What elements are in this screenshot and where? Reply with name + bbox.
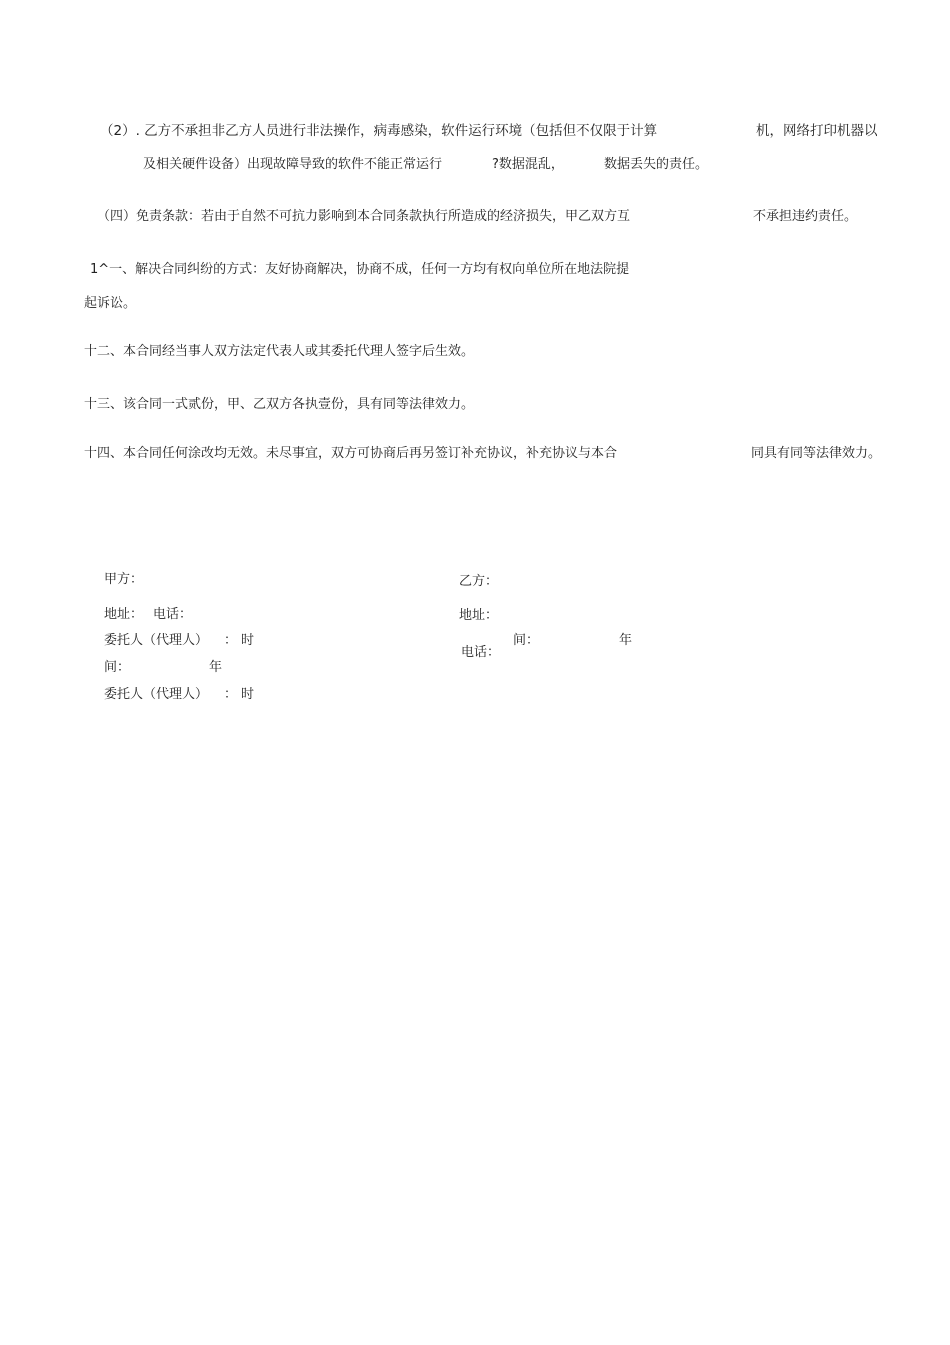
clause-4-tail: 不承担违约责任。 <box>753 209 858 224</box>
party-a-time2-label: 时 <box>241 687 255 702</box>
party-b-label: 乙方： <box>459 574 499 589</box>
party-a-label: 甲方： <box>104 572 144 587</box>
clause-14-text: 十四、本合同任何涂改均无效。未尽事宜，双方可协商后再另签订补充协议，补充协议与本合 <box>84 446 618 461</box>
party-b-jian-label: 间： <box>513 633 540 648</box>
party-a-jian-label: 间： <box>104 660 131 675</box>
clause-2-line1-text: （2）. 乙方不承担非乙方人员进行非法操作，病毒感染，软件运行环境（包括但不仅限于计算 <box>100 123 658 139</box>
clause-2-line1-tail: 机，网络打印机器以 <box>756 123 878 139</box>
party-a-agent2-label: 委托人（代理人） <box>104 687 209 702</box>
clause-12: 十二、本合同经当事人双方法定代表人或其委托代理人签字后生效。 <box>84 344 475 359</box>
clause-2-line2-middle: ?数据混乱， <box>492 157 564 172</box>
party-a-agent-label: 委托人（代理人） <box>104 633 209 648</box>
clause-14-tail: 同具有同等法律效力。 <box>751 446 882 461</box>
clause-4-text: （四）免责条款：若由于自然不可抗力影响到本合同条款执行所造成的经济损失，甲乙双方互 <box>97 209 631 224</box>
party-a-phone-label: 电话： <box>153 607 193 622</box>
party-b-phone-label: 电话： <box>461 645 501 660</box>
clause-2-line2-tail: 数据丢失的责任。 <box>604 157 709 172</box>
clause-2-line2-text: 及相关硬件设备）出现故障导致的软件不能正常运行 <box>143 157 443 172</box>
party-a-address-label: 地址： <box>104 607 144 622</box>
party-b-address-label: 地址： <box>459 608 499 623</box>
party-b-year-label: 年 <box>619 633 633 648</box>
party-a-agent-colon: ： <box>224 633 238 648</box>
clause-13: 十三、该合同一式贰份，甲、乙双方各执壹份，具有同等法律效力。 <box>84 397 475 412</box>
party-a-time-label: 时 <box>241 633 255 648</box>
party-a-year-label: 年 <box>209 660 223 675</box>
party-a-agent2-colon: ： <box>224 687 238 702</box>
clause-11-line2: 起诉讼。 <box>84 296 137 311</box>
clause-11-line1: 1^一、解决合同纠纷的方式：友好协商解决，协商不成，任何一方均有权向单位所在地法院提 <box>90 262 630 277</box>
